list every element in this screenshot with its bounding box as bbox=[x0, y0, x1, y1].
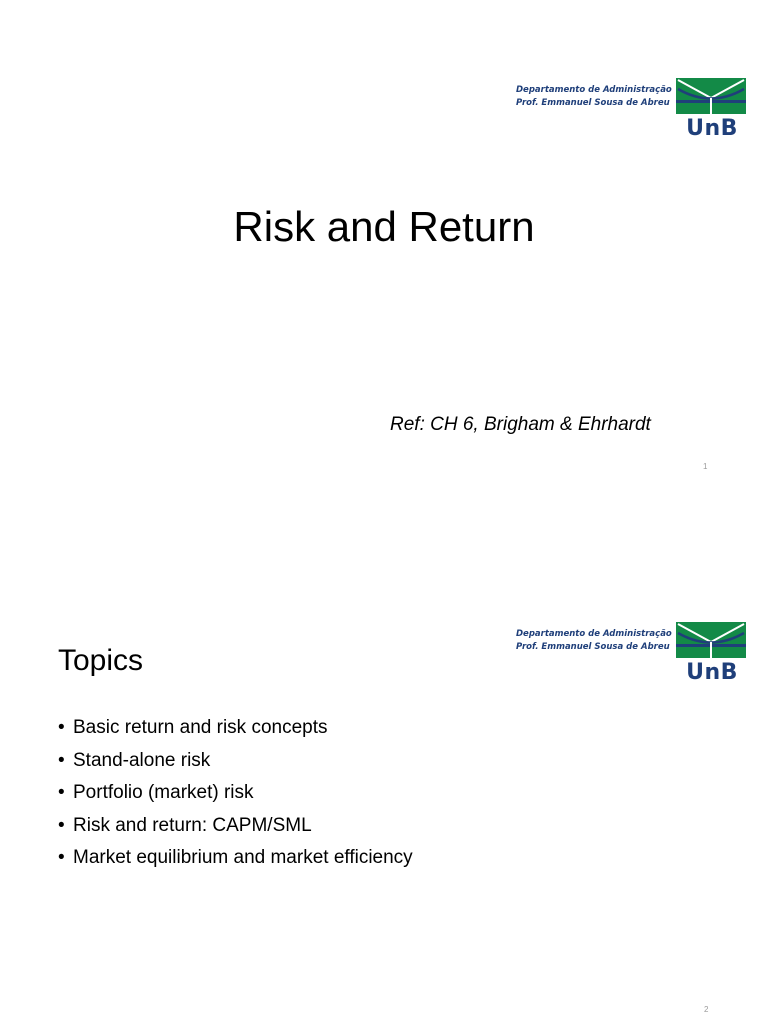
list-item-text: Risk and return: CAPM/SML bbox=[73, 814, 312, 836]
page-number: 2 bbox=[704, 1005, 709, 1014]
bullet-icon: • bbox=[58, 847, 65, 868]
slide-title: Topics bbox=[58, 644, 144, 677]
list-item-text: Market equilibrium and market efficiency bbox=[73, 847, 413, 868]
reference-text: Ref: CH 6, Brigham & Ehrhardt bbox=[390, 414, 651, 435]
professor-line: Prof. Emmanuel Sousa de Abreu bbox=[516, 98, 670, 108]
professor-line: Prof. Emmanuel Sousa de Abreu bbox=[516, 642, 670, 652]
bullet-icon: • bbox=[58, 717, 65, 738]
unb-emblem-icon bbox=[676, 622, 746, 658]
header-logo bbox=[516, 622, 752, 692]
list-item bbox=[58, 842, 413, 875]
department-line: Departamento de Administração bbox=[516, 629, 672, 639]
unb-emblem-icon bbox=[676, 78, 746, 114]
topics-slide bbox=[0, 512, 768, 1024]
list-item-text: Basic return and risk concepts bbox=[73, 717, 328, 738]
list-item bbox=[58, 745, 413, 778]
list-item bbox=[58, 810, 413, 843]
bullet-icon: • bbox=[58, 749, 65, 771]
list-item-text: Portfolio (market) risk bbox=[73, 782, 254, 803]
bullet-icon: • bbox=[58, 782, 65, 803]
department-line: Departamento de Administração bbox=[516, 85, 672, 95]
bullet-icon: • bbox=[58, 814, 65, 836]
topics-list bbox=[58, 712, 413, 875]
unb-wordmark: UnB bbox=[686, 660, 738, 685]
header-logo bbox=[516, 78, 752, 148]
department-text bbox=[516, 84, 676, 110]
slide-title: Risk and Return bbox=[233, 203, 535, 250]
list-item bbox=[58, 712, 413, 745]
department-text bbox=[516, 628, 676, 654]
list-item bbox=[58, 777, 413, 810]
list-item-text: Stand-alone risk bbox=[73, 749, 211, 771]
unb-wordmark: UnB bbox=[686, 116, 738, 141]
page-number: 1 bbox=[703, 462, 708, 471]
